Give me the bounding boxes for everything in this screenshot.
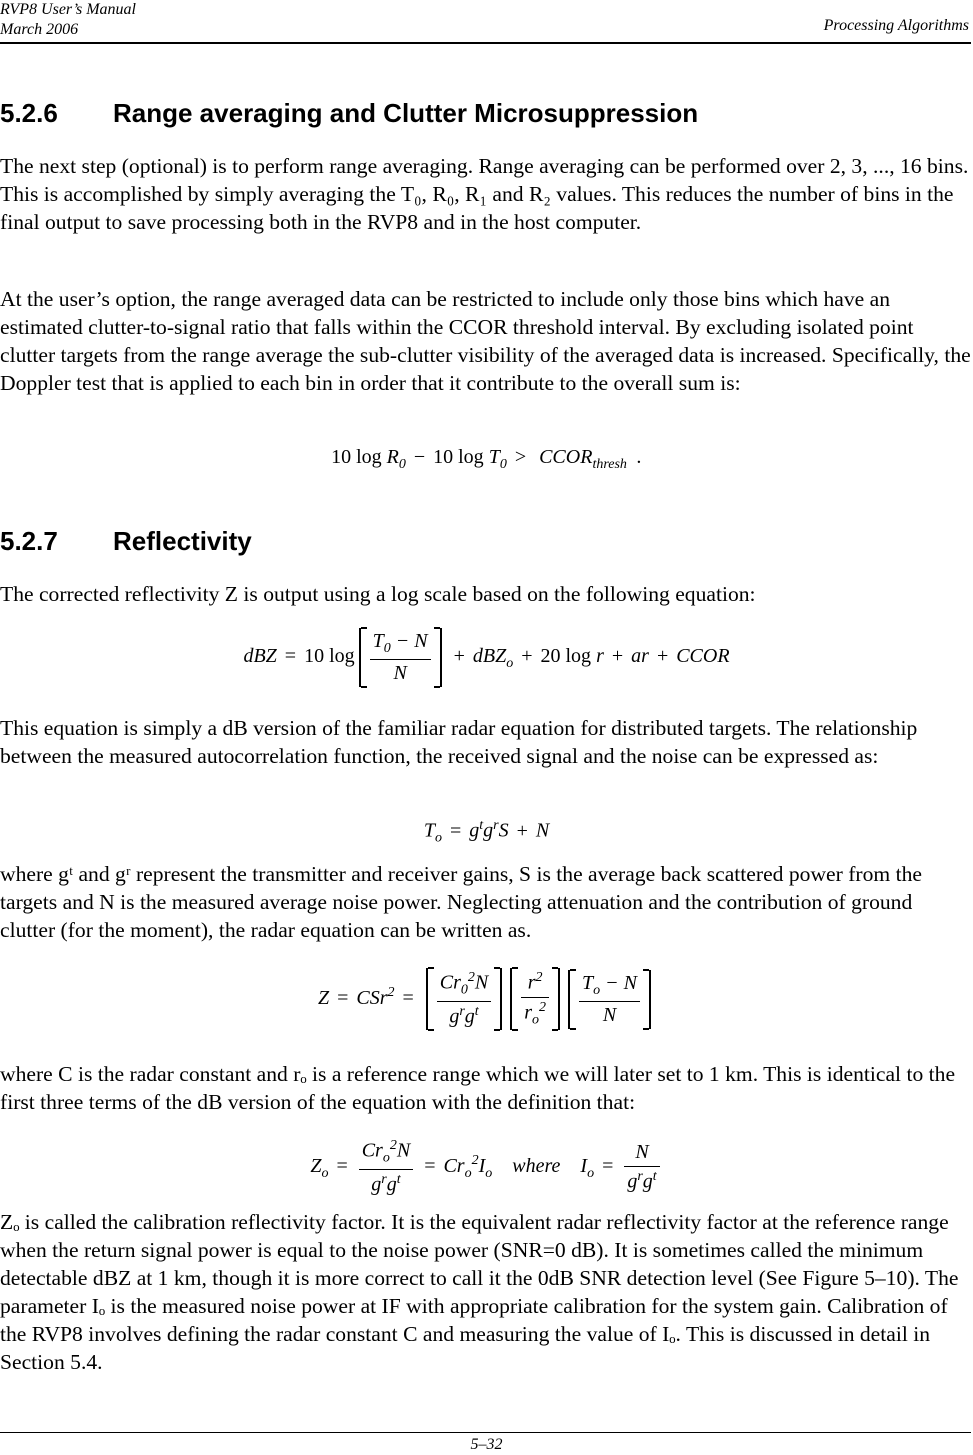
- chapter-title: Processing Algorithms: [823, 17, 969, 34]
- header-divider: [0, 42, 971, 44]
- paragraph-gains: where gᵗ and gʳ represent the transmitter and receiver gains, S is the average back scattered power from the targets and N is the measured average noise power. Neglecting attenuation and the contribution of ground clutter (for the moment), the radar equation can be written as.: [0, 862, 922, 942]
- manual-date: March 2006: [0, 21, 79, 38]
- section-heading-526: [0, 98, 698, 129]
- footer-divider: [0, 1432, 971, 1433]
- equation-z: Z = CSr$^2$ = $\frac{Cr_0^2N}{g^rg^t}$ $\frac{r^2}{r_o^2}$ $\frac{T_o - N}{N}$: [0, 968, 973, 1030]
- page-number: 5–32: [470, 1436, 503, 1453]
- paragraph-radar-equation: This equation is simply a dB version of the familiar radar equation for distributed targets. The relationship between the measured autocorrelation function, the received signal and the noise can be expressed as:: [0, 716, 918, 768]
- section-number: 5.2.6: [0, 98, 58, 128]
- equation-to: $T_o = g^tg^rS + N$: [423, 818, 550, 846]
- section-number: 5.2.7: [0, 526, 58, 556]
- manual-title: RVP8 User’s Manual: [0, 1, 136, 18]
- paragraph-clutter-restriction: At the user’s option, the range averaged data can be restricted to include only those bins which have an estimated clutter-to-signal ratio that falls within the CCOR threshold interval. By excluding isolated point clutter targets from the range average the sub-clutter visibility of the averaged data is increased. Specifically, the Doppler test that is applied to each bin in order that it contribute to the overall sum is:: [0, 287, 971, 395]
- equation-dbz: dBZ = 10 log $\frac{T_0 - N}{N}$ + dBZ$_o$ + 20 log r + ar + CCOR: [0, 628, 973, 687]
- equation-zo: $Z_o$ = $\frac{Cr_o^2N}{g^rg^t}$ = $Cr_o^2I_o$ where $I_o$ = $\frac{N}{g^rg^t}$: [0, 1138, 973, 1196]
- section-title: Range averaging and Clutter Microsuppression: [113, 98, 699, 128]
- section-heading-527: [0, 526, 252, 557]
- paragraph-reflectivity-intro: The corrected reflectivity Z is output using a log scale based on the following equation:: [0, 582, 756, 606]
- equation-ccor-test: 10 $\log R_0 - 10$ $\log T_0$ > $CCOR_{thresh}$ .: [331, 446, 642, 472]
- paragraph-range-averaging: The next step (optional) is to perform range averaging. Range averaging can be performed over 2, 3, ..., 16 bins. This is accomplished by simply averaging the T₀, R₀, R₁ and R₂ values. This reduces the number of bins in the final output to save processing both in the RVP8 and in the host computer.: [0, 154, 969, 234]
- paragraph-radar-constant: where C is the radar constant and rₒ is a reference range which we will later set to 1 km. This is identical to the first three terms of the dB version of the equation with the definition that:: [0, 1062, 956, 1114]
- paragraph-calibration: Zₒ is called the calibration reflectivity factor. It is the equivalent radar reflectivity factor at the reference range when the return signal power is equal to the noise power (SNR=0 dB). It is sometimes called the minimum detectable dBZ at 1 km, though it is more correct to call it the 0dB SNR detection level (See Figure 5–10). The parameter Iₒ is the measured noise power at IF with appropriate calibration for the system gain. Calibration of the RVP8 involves defining the radar constant C and measuring the value of Iₒ. This is discussed in detail in Section 5.4.: [0, 1210, 959, 1374]
- running-header-left: [0, 0, 136, 40]
- section-title: Reflectivity: [113, 526, 252, 556]
